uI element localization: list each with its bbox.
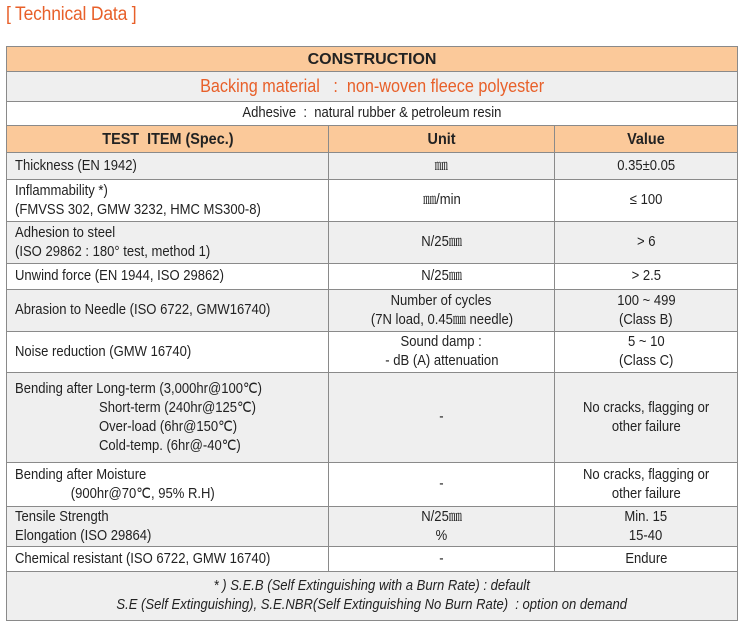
test-item-cell: Bending after Long-term (3,000hr@100℃) Short-term (240hr@125℃) Over-load (6hr@150℃) Cold-temp. (6hr@-40℃) <box>7 373 329 463</box>
backing-material: Backing material : non-woven fleece polyester <box>7 72 738 102</box>
test-item-cell: Chemical resistant (ISO 6722, GMW 16740) <box>7 547 329 572</box>
adhesive-info: Adhesive : natural rubber & petroleum resin <box>7 102 738 126</box>
column-header-value: Value <box>555 126 738 153</box>
column-header-row <box>7 126 738 153</box>
backing-row <box>7 72 738 102</box>
column-header-unit: Unit <box>329 126 555 153</box>
unit-cell: N/25㎜ % <box>329 507 555 547</box>
table-row <box>7 463 738 507</box>
table-row <box>7 153 738 180</box>
footnote: * ) S.E.B (Self Extinguishing with a Burn Rate) : default S.E (Self Extinguishing), S.E.NBR(Self Extinguishing No Burn Rate) : option on demand <box>7 572 738 621</box>
table-row <box>7 507 738 547</box>
table-row <box>7 180 738 222</box>
table-row <box>7 264 738 290</box>
test-item-cell: Bending after Moisture (900hr@70℃, 95% R.H) <box>7 463 329 507</box>
table-row <box>7 222 738 264</box>
test-item-cell: Abrasion to Needle (ISO 6722, GMW16740) <box>7 290 329 332</box>
value-cell: > 2.5 <box>555 264 738 290</box>
unit-cell: Sound damp : - dB (A) attenuation <box>329 332 555 373</box>
unit-cell: - <box>329 547 555 572</box>
unit-cell: - <box>329 463 555 507</box>
unit-cell: Number of cycles (7N load, 0.45㎜ needle) <box>329 290 555 332</box>
table-row <box>7 290 738 332</box>
test-item-cell: Unwind force (EN 1944, ISO 29862) <box>7 264 329 290</box>
value-cell: 100 ~ 499 (Class B) <box>555 290 738 332</box>
value-cell: ≤ 100 <box>555 180 738 222</box>
test-item-cell: Thickness (EN 1942) <box>7 153 329 180</box>
value-cell: > 6 <box>555 222 738 264</box>
value-cell: Endure <box>555 547 738 572</box>
test-item-cell: Tensile Strength Elongation (ISO 29864) <box>7 507 329 547</box>
table-row <box>7 332 738 373</box>
table-row <box>7 547 738 572</box>
value-cell: No cracks, flagging or other failure <box>555 463 738 507</box>
construction-header-row <box>7 47 738 72</box>
technical-data-table <box>6 46 738 621</box>
table-row <box>7 373 738 463</box>
unit-cell: N/25㎜ <box>329 264 555 290</box>
unit-cell: ㎜/min <box>329 180 555 222</box>
test-item-cell: Adhesion to steel (ISO 29862 : 180° test, method 1) <box>7 222 329 264</box>
unit-cell: - <box>329 373 555 463</box>
column-header-item: TEST ITEM (Spec.) <box>7 126 329 153</box>
footnote-row <box>7 572 738 621</box>
test-item-cell: Inflammability *) (FMVSS 302, GMW 3232, HMC MS300-8) <box>7 180 329 222</box>
unit-cell: N/25㎜ <box>329 222 555 264</box>
value-cell: 5 ~ 10 (Class C) <box>555 332 738 373</box>
value-cell: No cracks, flagging or other failure <box>555 373 738 463</box>
value-cell: 0.35±0.05 <box>555 153 738 180</box>
construction-heading: CONSTRUCTION <box>7 47 738 72</box>
value-cell: Min. 15 15-40 <box>555 507 738 547</box>
adhesive-row <box>7 102 738 126</box>
unit-cell: ㎜ <box>329 153 555 180</box>
section-title: [ Technical Data ] <box>6 4 137 25</box>
test-item-cell: Noise reduction (GMW 16740) <box>7 332 329 373</box>
